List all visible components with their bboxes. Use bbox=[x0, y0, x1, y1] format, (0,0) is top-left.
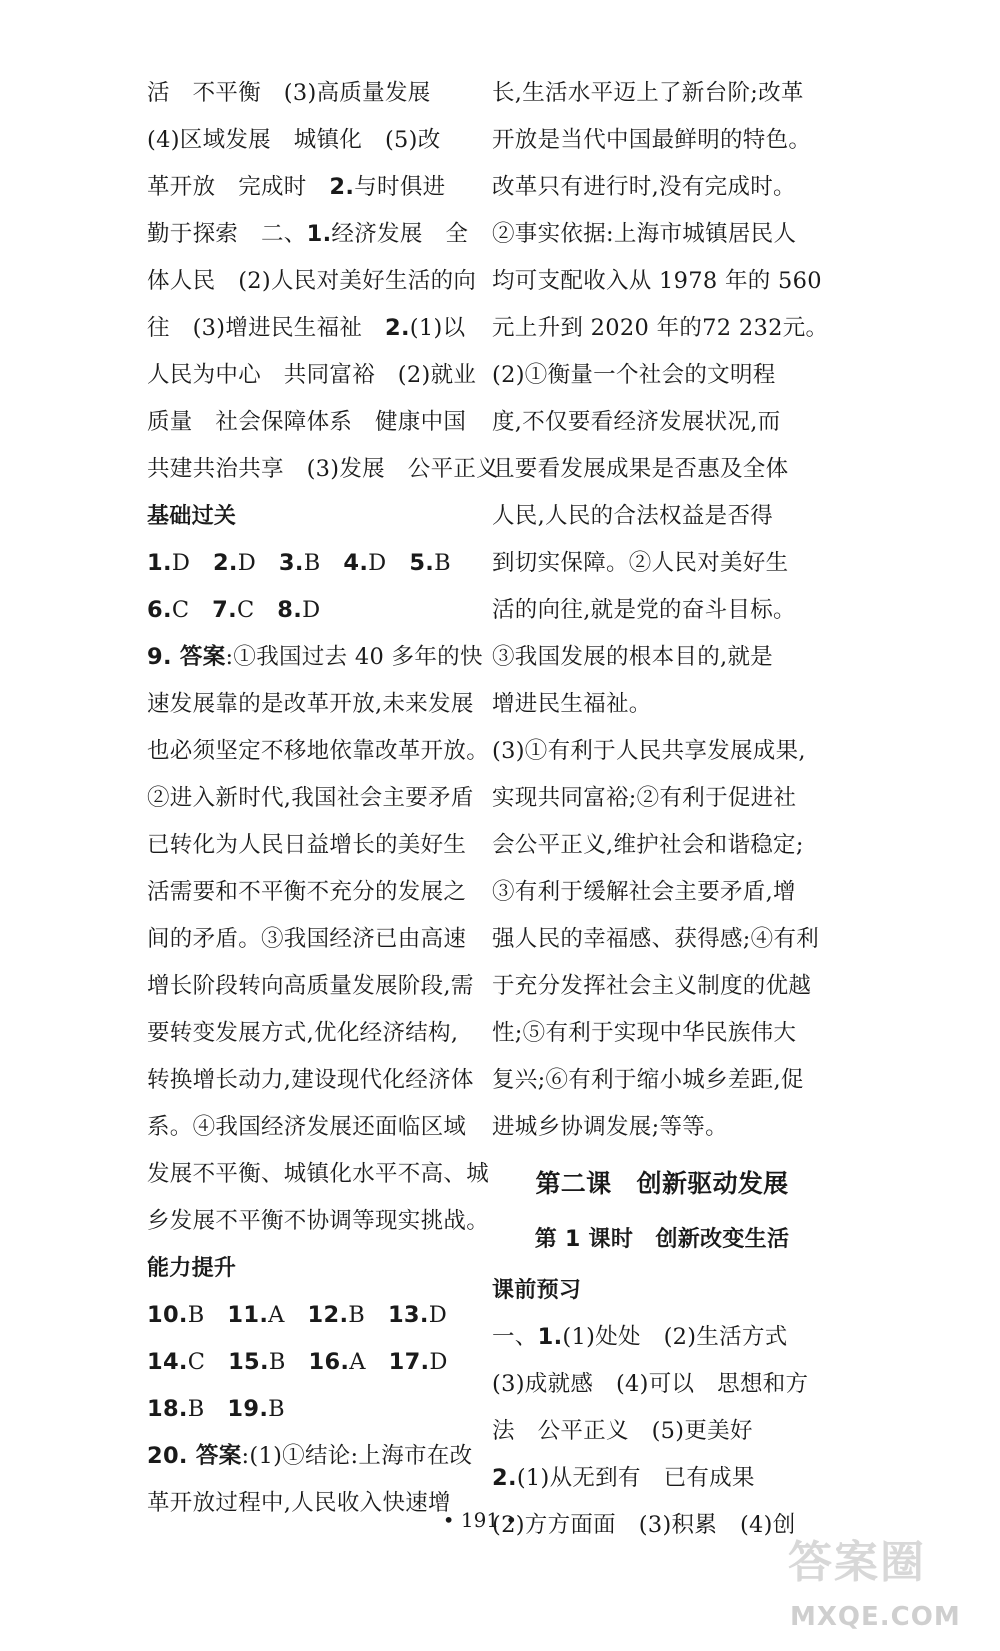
text-line bbox=[492, 1408, 832, 1455]
text-segment: :(1)①结论:上海市在改 bbox=[241, 1443, 473, 1469]
text-line bbox=[147, 540, 487, 587]
section-heading bbox=[147, 1245, 487, 1292]
text-segment: 基础过关 bbox=[147, 504, 237, 529]
text-segment: 增长阶段转向高质量发展阶段,需 bbox=[147, 973, 474, 999]
text-segment: 往 (3)增进民生福祉 bbox=[147, 315, 385, 341]
text-segment: C bbox=[187, 1349, 229, 1375]
text-line bbox=[147, 399, 487, 446]
text-line bbox=[147, 305, 487, 352]
text-line bbox=[492, 117, 832, 164]
text-segment: 增进民生福祉。 bbox=[492, 691, 652, 717]
text-segment: (4)区域发展 城镇化 (5)改 bbox=[147, 127, 441, 153]
text-segment: ③有利于缓解社会主要矛盾,增 bbox=[492, 879, 796, 905]
text-segment: B bbox=[348, 1302, 388, 1328]
text-segment: 活 不平衡 (3)高质量发展 bbox=[147, 80, 431, 106]
text-line bbox=[492, 775, 832, 822]
text-line bbox=[492, 869, 832, 916]
item-number: 12. bbox=[307, 1302, 349, 1328]
text-line bbox=[492, 211, 832, 258]
text-segment: (1)以 bbox=[409, 315, 466, 341]
text-segment: D bbox=[171, 550, 213, 576]
text-segment: 发展不平衡、城镇化水平不高、城 bbox=[147, 1161, 490, 1187]
text-line bbox=[492, 540, 832, 587]
text-segment: A bbox=[268, 1302, 308, 1328]
watermark-bottom-text: MXQE.COM bbox=[790, 1602, 961, 1632]
section-heading bbox=[147, 493, 487, 540]
text-segment: ③我国发展的根本目的,就是 bbox=[492, 644, 774, 670]
text-segment: 质量 社会保障体系 健康中国 bbox=[147, 409, 467, 435]
text-segment: 会公平正义,维护社会和谐稳定; bbox=[492, 832, 804, 858]
item-number: 17. bbox=[388, 1349, 430, 1375]
text-segment: (3)①有利于人民共享发展成果, bbox=[492, 738, 806, 764]
text-segment: (2)方方面面 (3)积累 (4)创 bbox=[492, 1512, 796, 1538]
text-line bbox=[147, 728, 490, 775]
item-number: 14. bbox=[147, 1349, 188, 1375]
item-number: 2. bbox=[384, 315, 410, 341]
text-line bbox=[492, 822, 832, 869]
text-segment: C bbox=[236, 597, 278, 623]
text-segment: 且要看发展成果是否惠及全体 bbox=[492, 456, 789, 482]
text-segment: (1)处处 (2)生活方式 bbox=[562, 1324, 788, 1350]
text-line bbox=[492, 70, 832, 117]
text-segment: 进城乡协调发展;等等。 bbox=[492, 1114, 728, 1140]
text-segment: D bbox=[368, 550, 410, 576]
text-segment: 共建共治共享 (3)发展 公平正义 bbox=[147, 456, 499, 482]
text-segment: 速发展靠的是改革开放,未来发展 bbox=[147, 691, 474, 717]
item-number: 3. bbox=[278, 550, 304, 576]
text-segment: 要转变发展方式,优化经济结构, bbox=[147, 1020, 459, 1046]
text-line bbox=[492, 305, 832, 352]
text-segment: B bbox=[187, 1302, 228, 1328]
text-line bbox=[147, 1198, 490, 1245]
text-segment: 长,生活水平迈上了新台阶;改革 bbox=[492, 80, 804, 106]
item-number: 2. bbox=[492, 1465, 517, 1491]
text-segment: D bbox=[237, 550, 279, 576]
text-segment: 人民,人民的合法权益是否得 bbox=[492, 503, 774, 529]
text-line bbox=[147, 916, 487, 963]
text-line bbox=[147, 70, 487, 117]
text-line bbox=[147, 164, 487, 211]
text-segment: 经济发展 全 bbox=[331, 221, 469, 247]
text-line bbox=[492, 164, 832, 211]
item-number: 13. bbox=[387, 1302, 429, 1328]
item-number: 18. bbox=[147, 1396, 188, 1422]
item-number: 11. bbox=[227, 1302, 269, 1328]
text-line bbox=[147, 352, 487, 399]
text-segment: B bbox=[434, 550, 451, 576]
item-number: 6. bbox=[147, 597, 172, 623]
text-segment: 第二课 创新驱动发展 bbox=[535, 1169, 789, 1198]
text-segment: D bbox=[429, 1349, 448, 1375]
item-number: 5. bbox=[409, 550, 435, 576]
text-line bbox=[147, 775, 487, 822]
text-line bbox=[147, 117, 487, 164]
text-segment: 元上升到 2020 年的72 232元。 bbox=[492, 315, 829, 341]
text-line bbox=[147, 211, 487, 258]
text-segment: A bbox=[349, 1349, 389, 1375]
text-segment: 一、 bbox=[492, 1324, 538, 1350]
text-segment: B bbox=[187, 1396, 228, 1422]
watermark-top-text: 答案圈 bbox=[788, 1537, 926, 1588]
text-segment: 改革只有进行时,没有完成时。 bbox=[492, 174, 796, 200]
text-line bbox=[492, 1057, 832, 1104]
text-segment: ②事实依据:上海市城镇居民人 bbox=[492, 221, 797, 247]
text-line bbox=[492, 1361, 832, 1408]
text-line bbox=[492, 916, 832, 963]
text-line bbox=[492, 493, 832, 540]
text-line bbox=[492, 258, 832, 305]
text-segment: (2)①衡量一个社会的文明程 bbox=[492, 362, 776, 388]
text-line bbox=[147, 822, 487, 869]
text-segment: (1)从无到有 已有成果 bbox=[516, 1465, 755, 1491]
text-segment: 强人民的幸福感、获得感;④有利 bbox=[492, 926, 820, 952]
item-number: 20. 答案 bbox=[147, 1443, 242, 1469]
text-line bbox=[147, 869, 487, 916]
item-number: 7. bbox=[212, 597, 237, 623]
text-segment: B bbox=[303, 550, 344, 576]
text-segment: 间的矛盾。③我国经济已由高速 bbox=[147, 926, 467, 952]
text-segment: 到切实保障。②人民对美好生 bbox=[492, 550, 789, 576]
text-segment: 与时俱进 bbox=[354, 174, 446, 200]
text-line bbox=[147, 258, 487, 305]
text-line bbox=[147, 1339, 487, 1386]
item-number: 4. bbox=[343, 550, 369, 576]
text-line bbox=[492, 1314, 832, 1361]
text-segment: 开放是当代中国最鲜明的特色。 bbox=[492, 127, 812, 153]
lesson-subtitle bbox=[492, 1213, 832, 1267]
item-number: 1. bbox=[306, 221, 332, 247]
item-number: 1. bbox=[537, 1324, 563, 1350]
text-segment: 性;⑤有利于实现中华民族伟大 bbox=[492, 1020, 797, 1046]
text-segment: 革开放过程中,人民收入快速增 bbox=[147, 1490, 451, 1516]
text-line bbox=[147, 587, 487, 634]
item-number: 8. bbox=[277, 597, 303, 623]
lesson-title bbox=[492, 1155, 832, 1213]
text-line bbox=[147, 963, 487, 1010]
text-line bbox=[492, 1104, 832, 1151]
text-segment: (3)成就感 (4)可以 思想和方 bbox=[492, 1371, 809, 1397]
text-line bbox=[492, 1010, 832, 1057]
text-line bbox=[492, 587, 832, 634]
text-segment: C bbox=[171, 597, 213, 623]
text-line bbox=[147, 1010, 487, 1057]
text-segment: 转换增长动力,建设现代化经济体 bbox=[147, 1067, 474, 1093]
text-segment: ②进入新时代,我国社会主要矛盾 bbox=[147, 785, 474, 811]
text-segment: 第 1 课时 创新改变生活 bbox=[534, 1227, 790, 1252]
text-segment: 能力提升 bbox=[147, 1256, 237, 1281]
text-line bbox=[147, 1433, 487, 1480]
text-line bbox=[492, 399, 832, 446]
text-line bbox=[492, 963, 832, 1010]
text-line bbox=[492, 1455, 832, 1502]
text-segment: 活需要和不平衡不充分的发展之 bbox=[147, 879, 467, 905]
item-number: 19. bbox=[227, 1396, 269, 1422]
text-line bbox=[147, 446, 499, 493]
text-segment: 已转化为人民日益增长的美好生 bbox=[147, 832, 467, 858]
text-line bbox=[147, 1151, 490, 1198]
text-segment: 均可支配收入从 1978 年的 560 bbox=[492, 268, 822, 294]
text-line bbox=[492, 634, 832, 681]
text-segment: :①我国过去 40 多年的快 bbox=[225, 644, 483, 670]
text-segment: B bbox=[268, 1349, 309, 1375]
text-line bbox=[492, 681, 832, 728]
text-segment: 革开放 完成时 bbox=[147, 174, 330, 200]
text-segment: D bbox=[428, 1302, 448, 1328]
text-segment: 于充分发挥社会主义制度的优越 bbox=[492, 973, 812, 999]
text-line bbox=[147, 1292, 487, 1339]
item-number: 9. 答案 bbox=[147, 644, 226, 670]
text-line bbox=[492, 352, 832, 399]
text-segment: B bbox=[268, 1396, 286, 1422]
text-segment: 法 公平正义 (5)更美好 bbox=[492, 1418, 753, 1444]
item-number: 2. bbox=[329, 174, 355, 200]
item-number: 16. bbox=[308, 1349, 350, 1375]
item-number: 15. bbox=[228, 1349, 269, 1375]
text-line bbox=[492, 728, 832, 775]
text-line bbox=[147, 1104, 487, 1151]
text-line bbox=[147, 1386, 487, 1433]
text-segment: 实现共同富裕;②有利于促进社 bbox=[492, 785, 797, 811]
text-segment: 勤于探索 二、 bbox=[147, 221, 307, 247]
text-line bbox=[147, 634, 487, 681]
text-segment: 也必须坚定不移地依靠改革开放。 bbox=[147, 738, 490, 764]
text-segment: D bbox=[302, 597, 321, 623]
text-segment: 度,不仅要看经济发展状况,而 bbox=[492, 409, 781, 435]
text-segment: 人民为中心 共同富裕 (2)就业 bbox=[147, 362, 477, 388]
page-number: • 191 • bbox=[442, 1508, 518, 1532]
text-segment: 体人民 (2)人民对美好生活的向 bbox=[147, 268, 477, 294]
text-segment: 乡发展不平衡不协调等现实挑战。 bbox=[147, 1208, 490, 1234]
item-number: 1. bbox=[147, 550, 172, 576]
text-segment: 系。④我国经济发展还面临区域 bbox=[147, 1114, 467, 1140]
item-number: 10. bbox=[147, 1302, 188, 1328]
text-line bbox=[147, 1057, 487, 1104]
text-segment: 复兴;⑥有利于缩小城乡差距,促 bbox=[492, 1067, 804, 1093]
text-segment: 活的向往,就是党的奋斗目标。 bbox=[492, 597, 796, 623]
text-line bbox=[147, 681, 487, 728]
watermark-logo bbox=[788, 1520, 988, 1648]
item-number: 2. bbox=[212, 550, 238, 576]
section-heading bbox=[492, 1267, 832, 1314]
right-column bbox=[492, 70, 832, 1549]
text-line bbox=[492, 446, 832, 493]
text-segment: 课前预习 bbox=[492, 1278, 582, 1303]
